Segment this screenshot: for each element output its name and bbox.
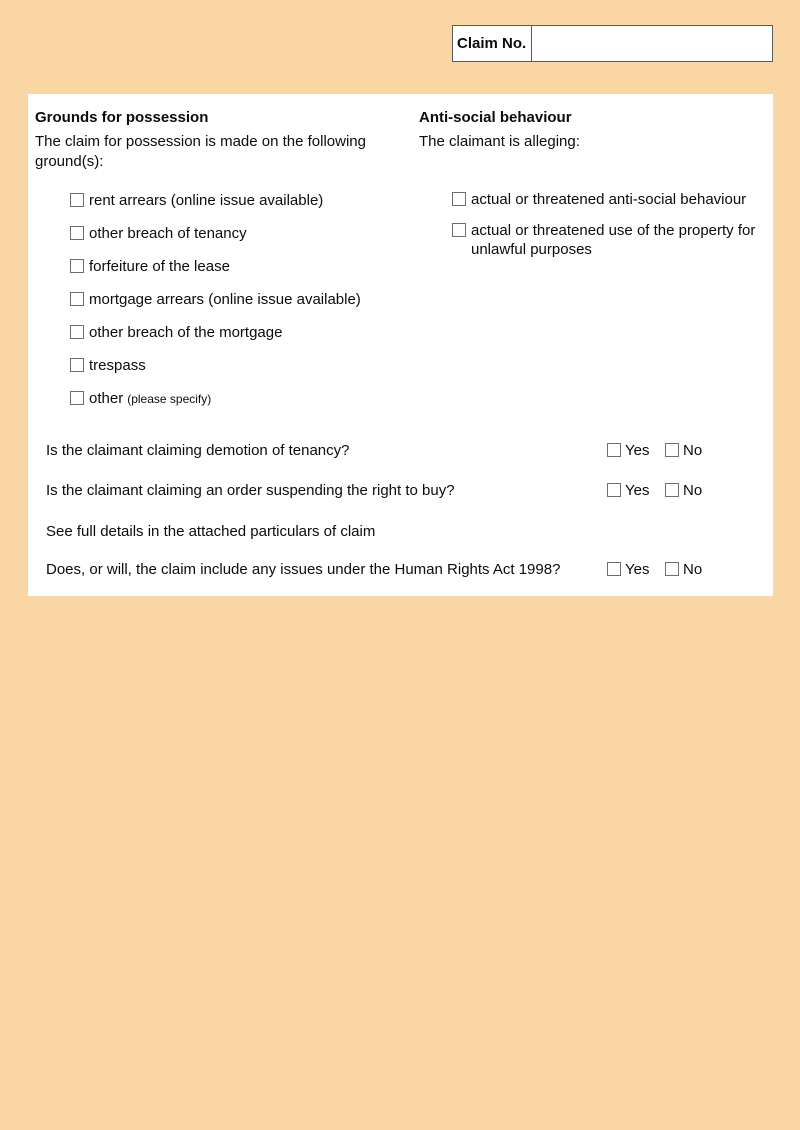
forfeiture-label: forfeiture of the lease: [89, 258, 230, 275]
grounds-intro-text: The claim for possession is made on the following ground(s):: [35, 133, 366, 170]
unlawful-use-label: actual or threatened use of the property for unlawful purposes: [471, 222, 756, 258]
trespass-label: trespass: [89, 357, 146, 374]
human-rights-yes-label: Yes: [625, 561, 650, 578]
right-to-buy-question-row: [46, 481, 755, 501]
human-rights-no-group: [665, 560, 702, 579]
demotion-yes-group: [607, 441, 649, 460]
asb-item-actual-behaviour: [452, 190, 772, 209]
grounds-item-other: [70, 389, 420, 409]
other-ground-checkbox[interactable]: [70, 391, 84, 405]
demotion-yes-checkbox[interactable]: [607, 443, 621, 457]
other-breach-mortgage-checkbox[interactable]: [70, 325, 84, 339]
mortgage-arrears-checkbox[interactable]: [70, 292, 84, 306]
asb-item-unlawful-use: [452, 221, 772, 259]
demotion-question-row: [46, 441, 755, 461]
right-to-buy-yes-group: [607, 481, 649, 500]
demotion-question-text: Is the claimant claiming demotion of tenancy?: [46, 442, 350, 459]
right-to-buy-yes-label: Yes: [625, 482, 650, 499]
rent-arrears-label: rent arrears (online issue available): [89, 192, 324, 209]
claim-number-box: [452, 25, 773, 62]
demotion-no-checkbox[interactable]: [665, 443, 679, 457]
grounds-item-mortgage-arrears: [70, 290, 420, 310]
demotion-no-label: No: [683, 442, 703, 459]
antisocial-checkbox-list: [452, 190, 772, 271]
human-rights-question-text: Does, or will, the claim include any issues under the Human Rights Act 1998?: [46, 561, 561, 578]
antisocial-intro-text: The claimant is alleging:: [419, 133, 580, 150]
particulars-statement-row: [46, 522, 755, 542]
claim-number-label: Claim No.: [453, 26, 532, 61]
antisocial-section-title: Anti-social behaviour: [419, 109, 572, 126]
grounds-item-other-breach-mortgage: [70, 323, 420, 343]
right-to-buy-no-label: No: [683, 482, 703, 499]
grounds-item-other-breach-tenancy: [70, 224, 420, 244]
other-ground-note: (please specify): [127, 392, 212, 406]
human-rights-yes-checkbox[interactable]: [607, 562, 621, 576]
right-to-buy-no-checkbox[interactable]: [665, 483, 679, 497]
right-to-buy-yes-checkbox[interactable]: [607, 483, 621, 497]
human-rights-no-label: No: [683, 561, 703, 578]
mortgage-arrears-label: mortgage arrears (online issue available): [89, 291, 361, 308]
other-breach-mortgage-label: other breach of the mortgage: [89, 324, 283, 341]
right-to-buy-question-text: Is the claimant claiming an order suspending the right to buy?: [46, 482, 455, 499]
form-panel: [28, 94, 773, 596]
demotion-no-group: [665, 441, 702, 460]
demotion-yes-label: Yes: [625, 442, 650, 459]
asb-behaviour-label: actual or threatened anti-social behaviour: [471, 191, 747, 208]
other-breach-tenancy-checkbox[interactable]: [70, 226, 84, 240]
grounds-checkbox-list: [70, 191, 420, 422]
grounds-item-forfeiture: [70, 257, 420, 277]
grounds-item-rent-arrears: [70, 191, 420, 211]
asb-behaviour-checkbox[interactable]: [452, 192, 466, 206]
human-rights-yes-group: [607, 560, 649, 579]
rent-arrears-checkbox[interactable]: [70, 193, 84, 207]
right-to-buy-no-group: [665, 481, 702, 500]
human-rights-question-row: [46, 560, 755, 580]
human-rights-no-checkbox[interactable]: [665, 562, 679, 576]
particulars-statement-text: See full details in the attached particulars of claim: [46, 523, 376, 540]
grounds-item-trespass: [70, 356, 420, 376]
trespass-checkbox[interactable]: [70, 358, 84, 372]
forfeiture-checkbox[interactable]: [70, 259, 84, 273]
claim-number-input[interactable]: [532, 26, 772, 61]
other-breach-tenancy-label: other breach of tenancy: [89, 225, 247, 242]
grounds-section-title: Grounds for possession: [35, 109, 209, 126]
unlawful-use-checkbox[interactable]: [452, 223, 466, 237]
other-ground-label: other: [89, 390, 124, 407]
